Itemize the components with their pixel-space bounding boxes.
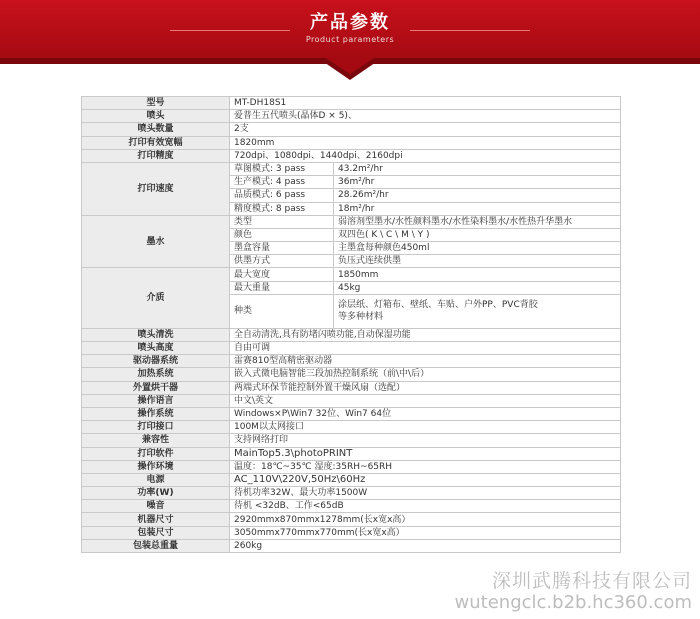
table-row (82, 473, 621, 486)
spec-label: 喷头高度 (82, 342, 230, 355)
table-row (82, 487, 621, 500)
spec-value: 弱溶剂型墨水/水性颜料墨水/水性染料墨水/水性热升华墨水 (334, 215, 621, 228)
spec-label: 驱动器系统 (82, 355, 230, 368)
table-row (82, 355, 621, 368)
table-row (82, 368, 621, 381)
table-row (82, 447, 621, 460)
table-row (82, 97, 621, 110)
spec-value: 36m²/hr (334, 176, 621, 189)
spec-label: 打印有效宽幅 (82, 136, 230, 149)
spec-value-multiline (334, 294, 621, 328)
spec-value: 双四色( K \ C \ M \ Y ) (334, 228, 621, 241)
table-row (82, 268, 621, 281)
spec-value: 两端式环保节能控制外置干燥风扇（选配） (230, 381, 621, 394)
spec-value: Windows×P\Win7 32位、Win7 64位 (230, 407, 621, 420)
spec-value: 中文\英文 (230, 394, 621, 407)
spec-label: 包装尺寸 (82, 526, 230, 539)
spec-sub-label: 墨盒容量 (230, 242, 334, 255)
table-row (82, 215, 621, 228)
spec-sub-label: 草图模式: 3 pass (230, 162, 334, 175)
spec-value: 主墨盒每种颜色450ml (334, 242, 621, 255)
spec-value: 2920mmx870mmx1278mm(长x宽x高） (230, 513, 621, 526)
spec-label: 打印接口 (82, 421, 230, 434)
spec-value: 支持网络打印 (230, 434, 621, 447)
spec-value: 负压式连续供墨 (334, 255, 621, 268)
spec-sub-label: 类型 (230, 215, 334, 228)
spec-value: 雷赛810型高精密驱动器 (230, 355, 621, 368)
title-divider-right (410, 30, 530, 31)
spec-label: 打印精度 (82, 149, 230, 162)
table-row (82, 539, 621, 552)
spec-label: 功率(W) (82, 487, 230, 500)
spec-value: 2支 (230, 123, 621, 136)
watermark-company: 深圳武腾科技有限公司 (491, 570, 692, 592)
spec-label: 噪音 (82, 500, 230, 513)
spec-value: MainTop5.3\photoPRINT (230, 447, 621, 460)
spec-label: 兼容性 (82, 434, 230, 447)
spec-value: 260kg (230, 539, 621, 552)
table-row (82, 394, 621, 407)
table-row (82, 328, 621, 341)
spec-sub-label: 颜色 (230, 228, 334, 241)
spec-label: 操作语言 (82, 394, 230, 407)
spec-label: 包装总重量 (82, 539, 230, 552)
spec-value: 温度：18℃~35℃ 湿度:35RH~65RH (230, 460, 621, 473)
spec-sub-label: 供墨方式 (230, 255, 334, 268)
spec-label: 型号 (82, 97, 230, 110)
spec-value: 全自动清洗,具有防堵闪喷功能,自动保湿功能 (230, 328, 621, 341)
spec-value: 3050mmx770mmx770mm(长x宽x高） (230, 526, 621, 539)
spec-value: 45kg (334, 281, 621, 294)
title-divider-left (170, 30, 290, 31)
table-row (82, 162, 621, 175)
spec-sub-label: 最大宽度 (230, 268, 334, 281)
page-subtitle: Product parameters (305, 35, 395, 44)
spec-label: 喷头数量 (82, 123, 230, 136)
page-title: 产品参数 (310, 12, 390, 33)
spec-label: 外置烘干器 (82, 381, 230, 394)
spec-label: 电源 (82, 473, 230, 486)
spec-value: 涂层纸、灯箱布、壁纸、车贴、户外PP、PVC背胶 (338, 300, 538, 311)
spec-value: 待机 <32dB、工作<65dB (230, 500, 621, 513)
spec-sub-label: 最大重量 (230, 281, 334, 294)
spec-label: 操作系统 (82, 407, 230, 420)
spec-value: MT-DH18S1 (230, 97, 621, 110)
table-row (82, 460, 621, 473)
spec-value: 1850mm (334, 268, 621, 281)
spec-label: 喷头 (82, 110, 230, 123)
spec-label: 操作环境 (82, 460, 230, 473)
spec-label: 墨水 (82, 215, 230, 268)
spec-value: 100M以太网接口 (230, 421, 621, 434)
header-banner (0, 0, 700, 64)
spec-sub-label: 生产模式: 4 pass (230, 176, 334, 189)
spec-value: 28.26m²/hr (334, 189, 621, 202)
banner-arrow-inner (326, 58, 374, 74)
table-row (82, 136, 621, 149)
spec-sub-label: 精度模式: 8 pass (230, 202, 334, 215)
watermark-url: wutengclc.b2b.hc360.com (454, 592, 692, 613)
table-row (82, 500, 621, 513)
spec-sub-label: 种类 (230, 294, 334, 328)
table-row (82, 526, 621, 539)
table-row (82, 407, 621, 420)
spec-value: AC_110V\220V,50Hz\60Hz (230, 473, 621, 486)
table-row (82, 421, 621, 434)
table-row (82, 434, 621, 447)
spec-label: 打印软件 (82, 447, 230, 460)
table-row (82, 123, 621, 136)
spec-value: 等多种材料 (338, 312, 384, 323)
spec-sub-label: 品质模式: 6 pass (230, 189, 334, 202)
spec-value: 待机功率32W、最大功率1500W (230, 487, 621, 500)
spec-value: 43.2m²/hr (334, 162, 621, 175)
table-row (82, 513, 621, 526)
spec-label: 介质 (82, 268, 230, 328)
spec-value: 爱普生五代喷头(晶体D × 5)、 (230, 110, 621, 123)
spec-label: 加热系统 (82, 368, 230, 381)
spec-label: 打印速度 (82, 162, 230, 215)
spec-value: 18m²/hr (334, 202, 621, 215)
spec-label: 机器尺寸 (82, 513, 230, 526)
table-row (82, 381, 621, 394)
spec-value: 嵌入式微电脑智能三段加热控制系统（前\中\后） (230, 368, 621, 381)
spec-value: 自由可调 (230, 342, 621, 355)
spec-value: 720dpi、1080dpi、1440dpi、2160dpi (230, 149, 621, 162)
table-row (82, 110, 621, 123)
spec-label: 喷头清洗 (82, 328, 230, 341)
table-row (82, 342, 621, 355)
table-row (82, 149, 621, 162)
spec-table (81, 96, 621, 553)
spec-value: 1820mm (230, 136, 621, 149)
